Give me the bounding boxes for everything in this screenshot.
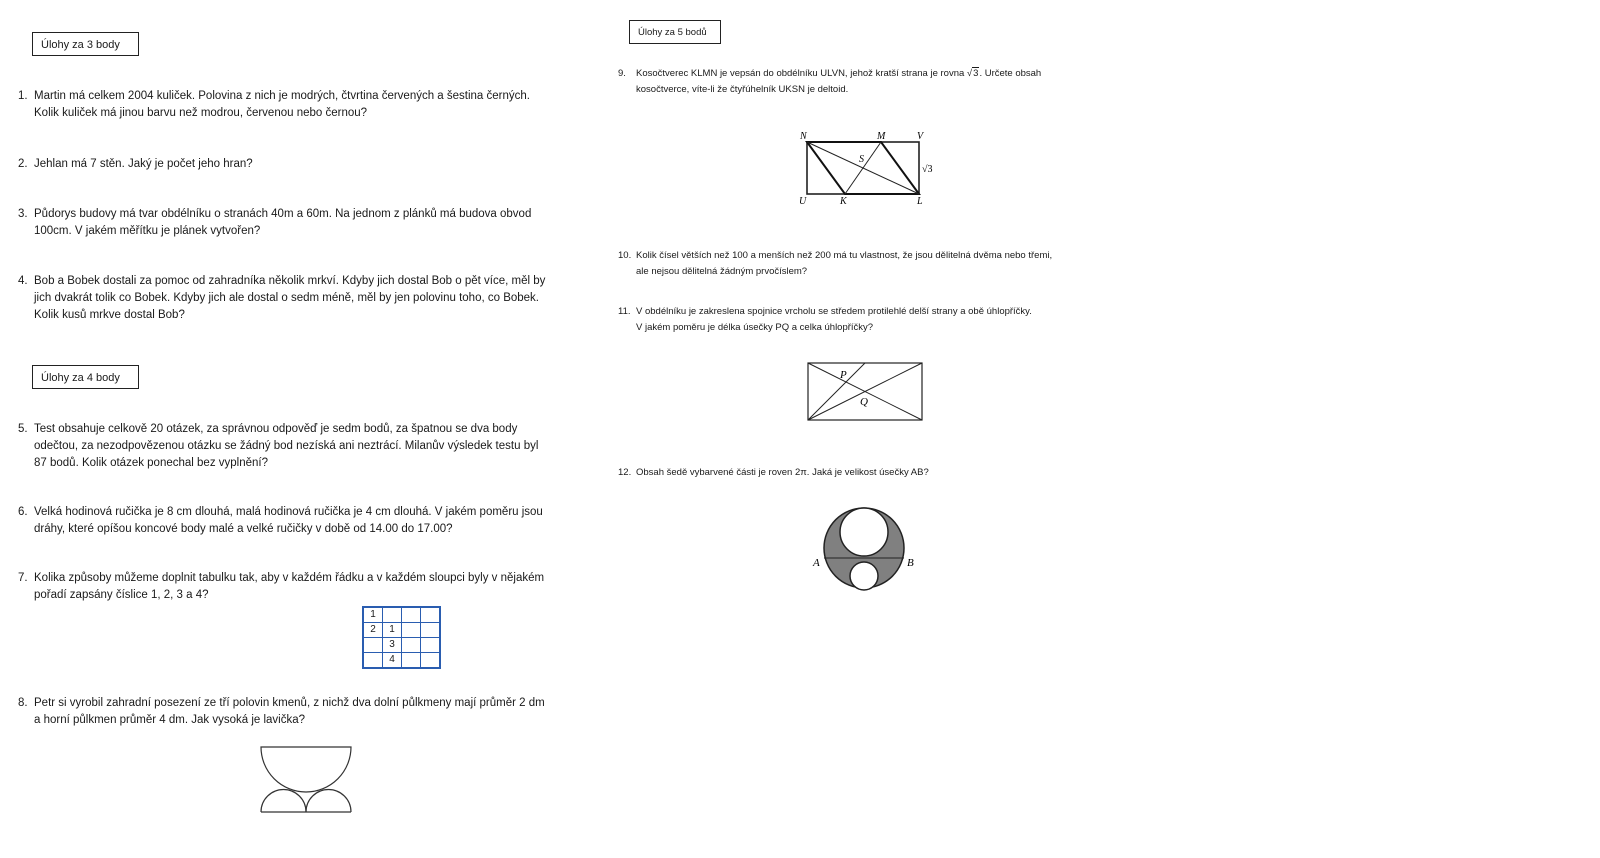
task-text-line: a horní půlkmen průměr 4 dm. Jak vysoká je lavička? — [34, 714, 306, 726]
grid-cell — [402, 607, 421, 623]
lower-half-log-right — [306, 790, 351, 812]
grid-row — [363, 653, 440, 669]
task-text-part: Kosočtverec KLMN je vepsán do obdélníku ULVN, jehož kratší strana je rovna — [636, 68, 965, 79]
task-number: 2. — [18, 158, 28, 170]
task-text-line: Kolik kusů mrkve dostal Bob? — [34, 309, 185, 321]
sqrt-radicand: 3 — [973, 68, 979, 79]
task-text-line: Bob a Bobek dostali za pomoc od zahradníka několik mrkví. Kdyby jich dostal Bob o pět více, měl by — [34, 275, 546, 287]
bench-figure — [258, 745, 358, 815]
task-number: 3. — [18, 208, 28, 220]
task-number: 6. — [18, 506, 28, 518]
section-header-5-points: Úlohy za 5 bodů — [629, 20, 721, 44]
task-text-part: . Určete obsah — [979, 68, 1042, 79]
task-text-line: Kosočtverec KLMN je vepsán do obdélníku ULVN, jehož kratší strana je rovna √3. Určete obsah — [636, 68, 1042, 79]
grid-cell — [363, 653, 383, 669]
task-number: 4. — [18, 275, 28, 287]
task-text-line: Obsah šedě vybarvené části je roven 2π. Jaká je velikost úsečky AB? — [636, 467, 929, 478]
grid-cell: 3 — [383, 638, 402, 653]
task-number: 9. — [618, 68, 626, 79]
label-u: U — [799, 196, 807, 207]
task-6 — [18, 504, 543, 538]
task-number: 12. — [618, 467, 632, 478]
midpoint-connector — [808, 363, 865, 420]
task-text-line: kosočtverce, víte-li že čtyřúhelník UKSN je deltoid. — [636, 84, 849, 95]
label-k: K — [840, 196, 847, 207]
task-text-line: pořadí zapsány číslice 1, 2, 3 a 4? — [34, 589, 209, 601]
task-number: 1. — [18, 90, 28, 102]
grid-cell: 2 — [363, 623, 383, 638]
task-text-line: dráhy, které opíšou koncové body malé a velké ručičky v době od 14.00 do 17.00? — [34, 523, 453, 535]
task-text-line: Kolik kuliček má jinou barvu než modrou, červenou nebo černou? — [34, 107, 368, 119]
task-3 — [18, 206, 531, 240]
grid-cell — [421, 638, 441, 653]
task-text-line: jich dvakrát tolik co Bobek. Kdyby jich ale dostal o sedm méně, měl by jen polovinu toho, co Bobek. — [34, 292, 539, 304]
task-text-line: ale nejsou dělitelná žádným prvočíslem? — [636, 266, 808, 277]
task-text-line: odečtou, za nezodpovězenou otázku se žádný bod nezíská ani neztrácí. Milanův výsledek testu byl — [34, 440, 539, 452]
grid-cell — [402, 638, 421, 653]
upper-half-log — [261, 747, 351, 792]
label-n: N — [800, 131, 807, 142]
task-10 — [618, 248, 1052, 280]
rhombus-rectangle-figure — [795, 130, 945, 210]
grid-cell: 4 — [383, 653, 402, 669]
task-text-line: Půdorys budovy má tvar obdélníku o stranách 40m a 60m. Na jednom z plánků má budova obvod — [34, 208, 532, 220]
task-12 — [618, 465, 929, 481]
task-text-line: Test obsahuje celkově 20 otázek, za správnou odpověď je sedm bodů, za špatnou se dva body — [34, 423, 518, 435]
label-q: Q — [860, 396, 868, 408]
grid-row — [363, 623, 440, 638]
latin-square-grid — [362, 606, 441, 669]
task-9 — [618, 66, 1041, 98]
task-2 — [18, 156, 253, 173]
label-v: V — [917, 131, 924, 142]
grid-row — [363, 607, 440, 623]
task-text-line: V jakém poměru je délka úsečky PQ a celka úhlopříčky? — [636, 322, 874, 333]
label-l: L — [917, 196, 923, 207]
task-4 — [18, 273, 545, 324]
task-1 — [18, 88, 530, 122]
task-5 — [18, 421, 538, 472]
task-number: 7. — [18, 572, 28, 584]
label-side-length: √3 — [922, 164, 933, 175]
task-number: 10. — [618, 250, 632, 261]
grid-row — [363, 638, 440, 653]
label-p: P — [840, 369, 847, 381]
task-text-line: Velká hodinová ručička je 8 cm dlouhá, malá hodinová ručička je 4 cm dlouhá. V jakém poměru jsou — [34, 506, 543, 518]
grid-cell — [363, 638, 383, 653]
lower-inner-circle — [850, 562, 878, 590]
label-s: S — [859, 154, 864, 165]
section-header-3-points: Úlohy za 3 body — [32, 32, 139, 56]
rectangle-diagonals-figure — [807, 362, 927, 424]
grid-cell — [402, 653, 421, 669]
label-b: B — [907, 557, 914, 569]
diagonal-km — [845, 142, 881, 194]
grid-cell: 1 — [363, 607, 383, 623]
shaded-circle-figure — [812, 504, 922, 604]
grid-cell — [383, 607, 402, 623]
task-text-line: Kolika způsoby můžeme doplnit tabulku tak, aby v každém řádku a v každém sloupci byly v nějakém — [34, 572, 545, 584]
task-number: 11. — [618, 306, 631, 317]
grid-cell: 1 — [383, 623, 402, 638]
grid-cell — [421, 623, 441, 638]
upper-inner-circle — [840, 508, 888, 556]
task-number: 8. — [18, 697, 28, 709]
task-number: 5. — [18, 423, 28, 435]
label-m: M — [877, 131, 886, 142]
section-header-4-points: Úlohy za 4 body — [32, 365, 139, 389]
task-text-line: Petr si vyrobil zahradní posezení ze tří polovin kmenů, z nichž dva dolní půlkmeny mají průměr 2 dm — [34, 697, 545, 709]
task-text-line: Kolik čísel větších než 100 a menších než 200 má tu vlastnost, že jsou dělitelná dvěma nebo třemi, — [636, 250, 1053, 261]
task-text-line: 87 bodů. Kolik otázek ponechal bez vyplnění? — [34, 457, 268, 469]
task-text-line: Martin má celkem 2004 kuliček. Polovina z nich je modrých, čtvrtina červených a šestina černých. — [34, 90, 530, 102]
task-7 — [18, 570, 544, 604]
task-text-line: V obdélníku je zakreslena spojnice vrcholu se středem protilehlé delší strany a obě úhlopříčky. — [636, 306, 1032, 317]
task-8 — [18, 695, 545, 729]
grid-cell — [421, 653, 441, 669]
grid-cell — [402, 623, 421, 638]
lower-half-log-left — [261, 790, 306, 813]
task-text-line: Jehlan má 7 stěn. Jaký je počet jeho hran? — [34, 158, 253, 170]
task-text-line: 100cm. V jakém měřítku je plánek vytvořen? — [34, 225, 261, 237]
task-11 — [618, 304, 1032, 336]
label-a: A — [813, 557, 820, 569]
grid-cell — [421, 607, 441, 623]
